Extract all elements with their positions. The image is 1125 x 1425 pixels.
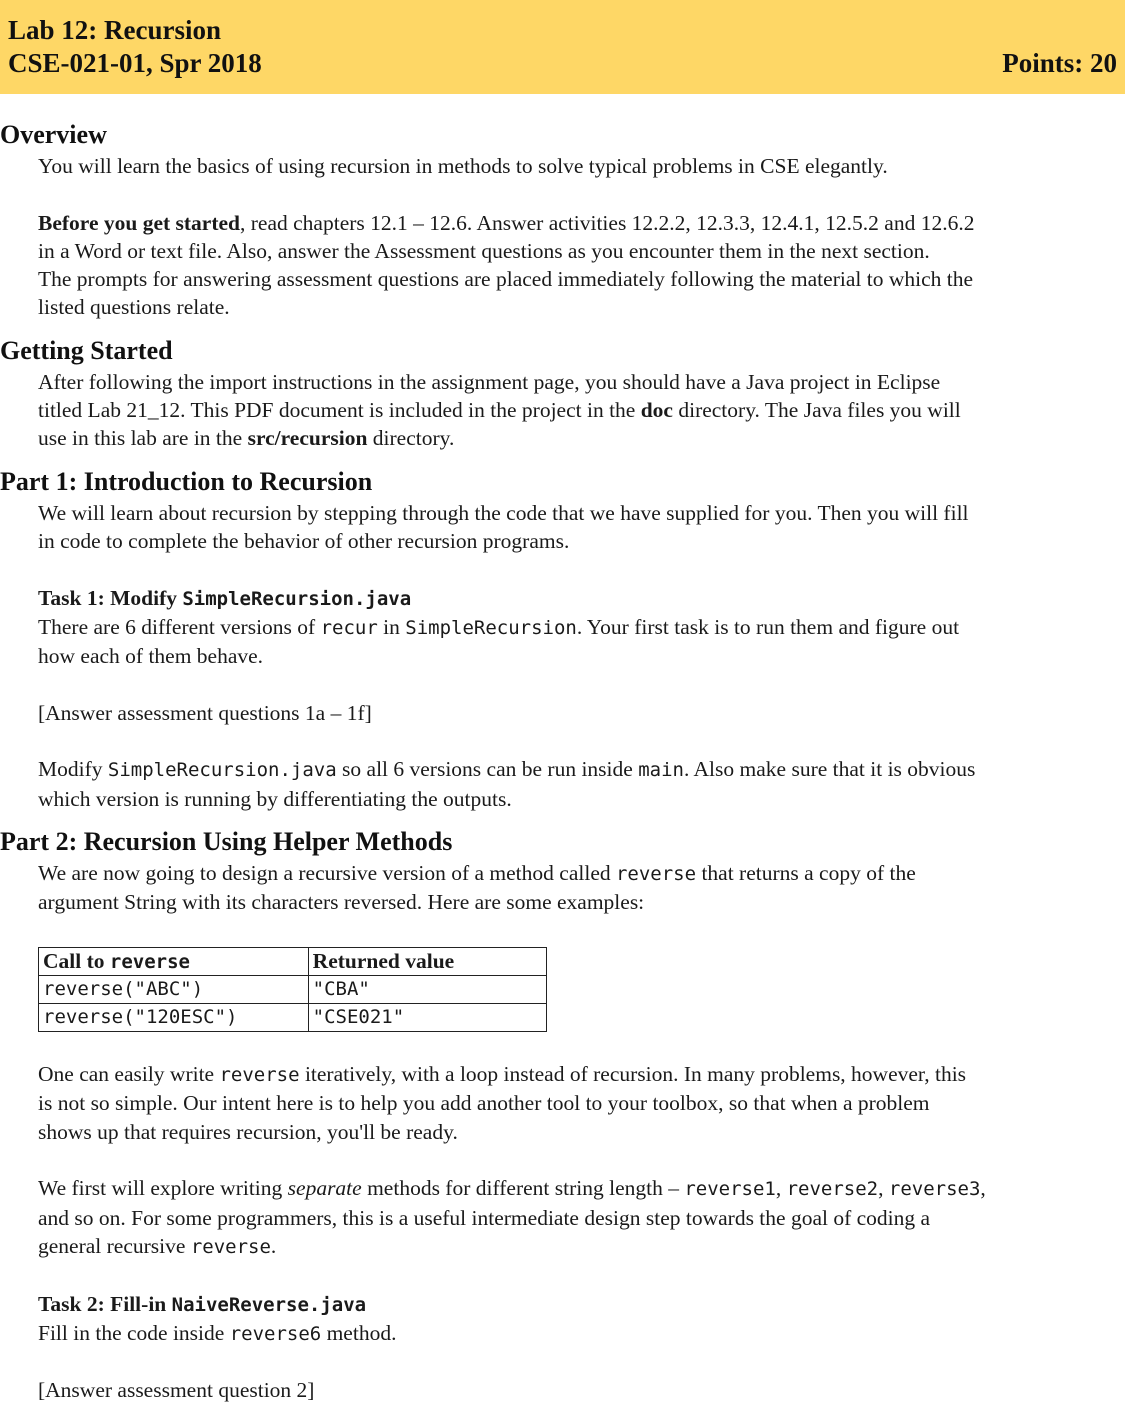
part1-heading: Part 1: Introduction to Recursion: [0, 466, 373, 496]
getting-started-heading: Getting Started: [0, 335, 173, 365]
task1-description: There are 6 different versions of recur in SimpleRecursion. Your first task is to run them and figure out how each of them behave.: [38, 614, 960, 669]
course-info: CSE-021-01, Spr 2018: [8, 48, 262, 78]
overview-before-you-start: Before you get started, read chapters 12.1 – 12.6. Answer activities 12.2.2, 12.3.3, 12.4.1, 12.5.2 and 12.6.2 in a Word or text file. Also, answer the Assessment questions as you encounter them in the next section. The prompts for answering assessment questions are placed immediately following the material to which the listed questions relate.: [38, 210, 975, 320]
part1-intro: We will learn about recursion by stepping through the code that we have supplied for you. Then you will fill in code to complete the behavior of other recursion programs.: [38, 500, 969, 553]
table-header-row: [39, 947, 547, 975]
part2-heading: Part 2: Recursion Using Helper Methods: [0, 826, 453, 856]
overview-heading: Overview: [0, 120, 107, 149]
table-row: [39, 1003, 547, 1031]
task1-assessment-prompt: [Answer assessment questions 1a – 1f]: [38, 700, 372, 725]
task2-assessment-prompt: [Answer assessment question 2]: [38, 1378, 315, 1403]
task1-modify-instructions: Modify SimpleRecursion.java so all 6 versions can be run inside main. Also make sure that it is obvious which version is running by differentiating the outputs.: [38, 757, 976, 811]
task2-description: Fill in the code inside reverse6 method.: [38, 1320, 397, 1345]
points-label: Points: 20: [1002, 48, 1117, 78]
table-cell-returned: "CBA": [308, 975, 546, 1003]
table-cell-call: reverse("ABC"): [39, 975, 309, 1003]
document-header: [0, 0, 1125, 94]
overview-intro: You will learn the basics of using recursion in methods to solve typical problems in CSE elegantly.: [38, 154, 888, 178]
lab-title: Lab 12: Recursion: [8, 15, 222, 45]
table-cell-returned: "CSE021": [308, 1003, 546, 1031]
task1-heading: Task 1: Modify SimpleRecursion.java: [38, 585, 412, 610]
before-you-start-label: Before you get started: [38, 210, 241, 235]
getting-started-text: After following the import instructions in the assignment page, you should have a Java project in Eclipse titled Lab 21_12. This PDF document is included in the project in the doc directory. The Java files you will use in this lab are in the src/recursion directory.: [38, 369, 961, 451]
task2-heading: Task 2: Fill-in NaiveReverse.java: [38, 1291, 367, 1316]
separate-methods-note: We first will explore writing separate methods for different string length – reverse1, reverse2, reverse3, and so on. For some programmers, this is a useful intermediate design step towards the goal of coding a general recursive reverse.: [38, 1176, 986, 1258]
doc-directory: doc: [640, 398, 673, 423]
src-recursion-directory: src/recursion: [247, 426, 368, 451]
table-cell-call: reverse("120ESC"): [39, 1003, 309, 1031]
document-body: [0, 118, 1125, 1405]
task1-filename: SimpleRecursion.java: [182, 587, 412, 610]
table-header-call: Call to reverse: [39, 947, 309, 975]
task2-filename: NaiveReverse.java: [171, 1293, 367, 1316]
part2-intro: We are now going to design a recursive version of a method called reverse that returns a copy of the argument String with its characters reversed. Here are some examples:: [38, 860, 916, 915]
reverse-examples-table: [38, 947, 547, 1032]
iterative-note: One can easily write reverse iteratively, with a loop instead of recursion. In many problems, however, this is not so simple. Our intent here is to help you add another tool to your toolbox, so that when a problem shows up that requires recursion, you'll be ready.: [38, 1062, 967, 1144]
table-header-returned: Returned value: [308, 947, 546, 975]
table-row: [39, 975, 547, 1003]
